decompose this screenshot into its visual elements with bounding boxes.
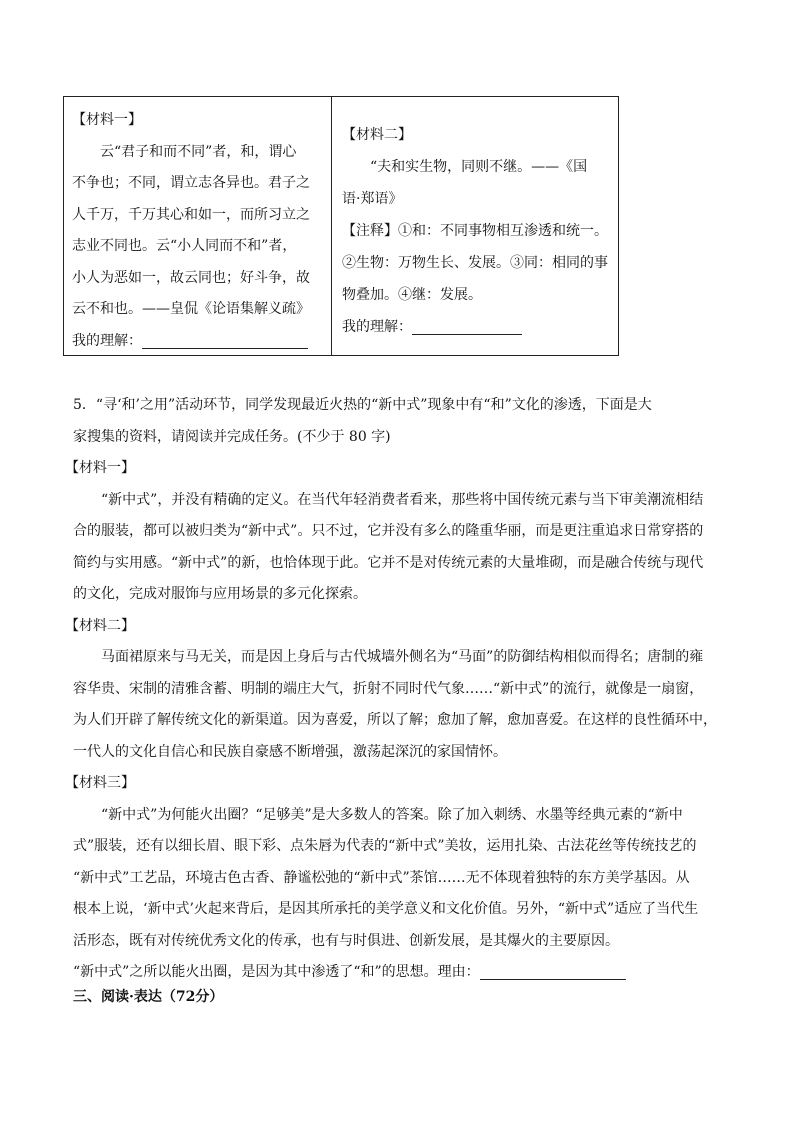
material-line: “新中式”为何能火出圈？“足够美”是大多数人的答案。除了加入刺绣、水墨等经典元素的“新中 [101, 806, 683, 823]
material-line: “新中式”工艺品，环境古色古香、静谧松弛的“新中式”茶馆……无不体现着独特的东方美学基因。从 [73, 869, 690, 886]
material-two-line: “夫和实生物，同则不继。——《国 [370, 159, 588, 175]
material-line: 式”服装，还有以细长眉、眼下彩、点朱唇为代表的“新中式”美妆，运用扎染、古法花丝等传统技艺的 [73, 838, 697, 854]
material-three-heading: 【材料三】 [65, 775, 135, 791]
material-one-heading: 【材料一】 [72, 112, 142, 128]
answer-blank[interactable] [412, 316, 522, 335]
material-one-understanding [72, 326, 321, 358]
material-line: 一代人的文化自信心和民族自豪感不断增强，激荡起深沉的家国情怀。 [73, 743, 507, 760]
material-two-line: 【注释】①和：不同事物相互渗透和统一。 [342, 223, 608, 239]
section-three-title: 三、阅读·表达（72分） [73, 989, 224, 1005]
material-one-line: 小人为恶如一，故云同也；好斗争，故 [72, 269, 310, 286]
understanding-label: 我的理解： [72, 332, 142, 349]
material-two-line: 物叠加。④继：发展。 [342, 287, 482, 303]
answer-prompt: “新中式”之所以能火出圈，是因为其中渗透了“和”的思想。理由： [73, 964, 480, 980]
material-line: 简约与实用感。“新中式”的新，也恰体现于此。它并不是对传统元素的大量堆砌，而是融合传统与现代 [73, 554, 704, 571]
material-two-cell [332, 97, 618, 355]
material-line: 容华贵、宋制的清雅含蓄、明制的端庄大气，折射不同时代气象……“新中式”的流行，就像是一扇窗， [73, 680, 704, 697]
material-two-heading: 【材料二】 [342, 127, 412, 143]
material-one-line: 云“君子和而不同”者，和，谓心 [100, 143, 297, 160]
answer-blank[interactable] [142, 330, 308, 349]
material-one-line: 不争也；不同，谓立志各异也。君子之 [72, 175, 310, 191]
material-one-cell [64, 97, 332, 355]
material-line: 为人们开辟了解传统文化的新渠道。因为喜爱，所以了解；愈加了解，愈加喜爱。在这样的良性循环中， [73, 712, 717, 728]
material-two-line: 语·郑语》 [342, 191, 403, 207]
material-two-understanding [342, 311, 608, 343]
material-line: 根本上说，‘新中式’火起来背后，是因其所承托的美学意义和文化价值。另外，“新中式”适应了当代生 [73, 901, 699, 917]
understanding-label: 我的理解： [342, 319, 412, 335]
material-line: 合的服装，都可以被归类为“新中式”。只不过，它并没有多么的隆重华丽，而是更注重追求日常穿搭的 [73, 523, 704, 539]
material-line: 马面裙原来与马无关，而是因上身后与古代城墙外侧名为“马面”的防御结构相似而得名；唐制的雍 [101, 649, 704, 665]
question-five [65, 390, 723, 989]
material-one-line: 志业不同也。云“小人同而不和”者， [72, 238, 297, 254]
material-two-line: ②生物：万物生长、发展。③同：相同的事 [342, 255, 608, 271]
question-stem-line: 5．“寻‘和’之用”活动环节，同学发现最近火热的“新中式”现象中有“和”文化的渗透，下面是大 [73, 397, 652, 413]
material-line: 的文化，完成对服饰与应用场景的多元化探索。 [73, 586, 367, 602]
material-two-heading: 【材料二】 [65, 617, 135, 634]
answer-blank[interactable] [480, 961, 626, 980]
material-one-line: 人千万，千万其心和如一，而所习立之 [72, 206, 310, 223]
material-line: “新中式”，并没有精确的定义。在当代年轻消费者看来，那些将中国传统元素与当下审美潮流相结 [101, 491, 704, 508]
material-one-heading: 【材料一】 [65, 460, 135, 476]
answer-prompt-line [73, 957, 723, 989]
question-stem-line: 家搜集的资料，请阅读并完成任务。(不少于 80 字) [73, 428, 391, 445]
material-one-line: 云不和也。——皇侃《论语集解义疏》 [72, 301, 310, 317]
material-line: 活形态，既有对传统优秀文化的传承，也有与时俱进、创新发展，是其爆火的主要原因。 [73, 932, 619, 949]
materials-table [63, 96, 619, 356]
